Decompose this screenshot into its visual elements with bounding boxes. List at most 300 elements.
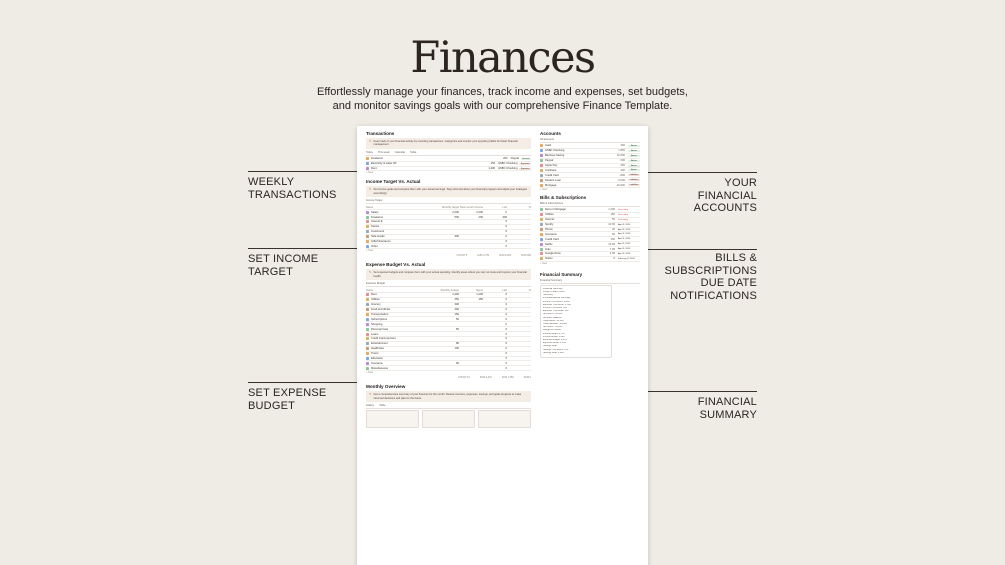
bill-due-date: Due today bbox=[618, 208, 628, 211]
category-icon bbox=[366, 337, 369, 340]
calc-value: COUNT 8 bbox=[456, 254, 468, 258]
gallery-card[interactable] bbox=[366, 410, 419, 428]
callout-text: Set expense budgets and compare them with your actual spending. Identify areas where you can cut costs and improve your financial health. bbox=[373, 271, 527, 278]
bill-due-date: Due today bbox=[618, 218, 628, 221]
column-header: Spent bbox=[475, 288, 483, 292]
column-header: Name bbox=[366, 205, 374, 209]
summary-line: Expense This Week: 150 bbox=[543, 310, 569, 313]
financial-summary-card bbox=[540, 285, 612, 358]
expense-left: 0 bbox=[505, 308, 507, 312]
bill-due-date: April 5, 2024 bbox=[618, 228, 631, 231]
expense-name: Transportation bbox=[371, 313, 389, 317]
expense-name: Personal Care bbox=[371, 327, 389, 331]
expense-name: Loans bbox=[371, 332, 379, 336]
account-icon bbox=[540, 174, 543, 177]
account-balance: -5,000 bbox=[617, 178, 625, 182]
summary-line: Savings Goal bbox=[543, 345, 557, 348]
expense-budget: 250 bbox=[454, 298, 459, 302]
category-icon bbox=[366, 318, 369, 321]
income-name: Stocks bbox=[371, 225, 380, 229]
category-icon bbox=[366, 313, 369, 316]
column-header: % bbox=[528, 288, 531, 292]
callout-line bbox=[248, 382, 366, 383]
account-status: Active bbox=[628, 160, 640, 162]
account-name: HSBC Checking bbox=[545, 149, 565, 153]
category-icon bbox=[366, 293, 369, 296]
template-preview bbox=[357, 126, 648, 565]
transactions-title: Transactions bbox=[366, 131, 395, 136]
expense-left: 0 bbox=[505, 327, 507, 331]
transaction-account: HSBC Checking bbox=[498, 167, 518, 171]
income-name: Other bbox=[371, 244, 378, 248]
account-status: Liabilities bbox=[629, 179, 639, 182]
callout-text: FINANCIAL bbox=[697, 189, 757, 202]
bill-icon bbox=[540, 248, 543, 251]
category-icon bbox=[366, 211, 369, 214]
subtitle-line-2: and monitor savings goals with our comprehensive Finance Template. bbox=[332, 99, 673, 112]
page-title: Finances bbox=[410, 33, 595, 83]
tab-table[interactable]: Table bbox=[379, 404, 386, 408]
category-icon bbox=[366, 328, 369, 331]
expense-name: Grocery bbox=[371, 303, 381, 307]
income-target: 2,000 bbox=[452, 210, 459, 214]
callout-text: BILLS & bbox=[715, 252, 757, 264]
expense-budget: 150 bbox=[454, 313, 459, 317]
calc-value: SUM 1,350 bbox=[501, 376, 514, 380]
account-icon bbox=[540, 184, 543, 187]
transaction-amount: 1,200 bbox=[488, 167, 496, 171]
callout-line bbox=[248, 171, 366, 172]
expense-name: Subscriptions bbox=[371, 317, 388, 321]
transaction-icon bbox=[366, 167, 369, 170]
calc-value: SUM 2,470 bbox=[479, 376, 492, 380]
account-status: Active bbox=[628, 145, 640, 147]
account-icon bbox=[540, 159, 543, 162]
transaction-type-tag: Income bbox=[522, 157, 530, 160]
pin-icon: ✎ bbox=[369, 392, 372, 397]
summary-line: Expense Actual: 1,350 bbox=[543, 342, 566, 345]
expense-left: 0 bbox=[505, 357, 507, 361]
calc-value: SUM 0 bbox=[523, 376, 531, 380]
income-left: 300 bbox=[502, 215, 507, 219]
account-name: Mortgage bbox=[545, 183, 557, 187]
column-header: Total month income bbox=[459, 205, 483, 209]
category-icon bbox=[366, 347, 369, 350]
account-icon bbox=[540, 169, 543, 172]
bill-amount: 10.99 bbox=[608, 223, 615, 227]
expense-tabs bbox=[366, 282, 531, 287]
category-icon bbox=[366, 240, 369, 243]
bill-due-date: April 5, 2024 bbox=[618, 248, 631, 251]
new-button[interactable]: + New bbox=[366, 249, 374, 253]
accounts-list bbox=[540, 144, 640, 188]
summary-line: Friday, 8 March 2024 bbox=[543, 291, 565, 294]
column-header: Monthly target bbox=[441, 205, 459, 209]
account-balance: 300 bbox=[620, 144, 625, 148]
expense-name: Entertainment bbox=[371, 342, 388, 346]
tab-all-accounts[interactable]: All accounts bbox=[540, 138, 554, 141]
column-header: Name bbox=[366, 288, 374, 292]
bill-due-date: April 5, 2024 bbox=[618, 223, 631, 226]
bill-name: Notion bbox=[545, 257, 553, 261]
transaction-account: Paypal bbox=[510, 157, 519, 161]
income-actual: 2,000 bbox=[476, 210, 483, 214]
account-status: Active bbox=[628, 165, 640, 167]
account-balance: -20,000 bbox=[615, 183, 625, 187]
bill-icon bbox=[540, 233, 543, 236]
income-target: 300 bbox=[454, 235, 459, 239]
account-status: Liabilities bbox=[629, 184, 639, 187]
account-name: Paypal bbox=[545, 159, 554, 163]
bills-list bbox=[540, 208, 640, 262]
transaction-icon bbox=[366, 162, 369, 165]
summary-line: Expense Budget: 2,470 bbox=[543, 339, 567, 342]
bill-due-date: April 5, 2024 bbox=[618, 233, 631, 236]
gallery-card[interactable] bbox=[422, 410, 475, 428]
bill-amount: 1,200 bbox=[608, 208, 615, 212]
expense-name: Travel bbox=[371, 352, 379, 356]
summary-line: Savings Goal: 1,000 bbox=[543, 351, 564, 354]
account-balance: 400 bbox=[620, 168, 625, 172]
tab-income-target[interactable]: Income Target bbox=[366, 199, 383, 203]
expense-spent: 150 bbox=[478, 298, 483, 302]
expense-title: Expense Budget Vs. Actual bbox=[366, 262, 426, 268]
income-left: 0 bbox=[505, 230, 507, 234]
transaction-name: Rent bbox=[371, 167, 377, 171]
bill-icon bbox=[540, 243, 543, 246]
bill-amount: 40 bbox=[612, 228, 615, 232]
account-name: Coinbase bbox=[545, 168, 557, 172]
expense-budget: 80 bbox=[456, 342, 459, 346]
tab-financial-summary[interactable]: Financial Summary bbox=[540, 278, 563, 282]
account-name: Credit Card bbox=[545, 173, 559, 177]
expense-callout bbox=[366, 269, 531, 280]
expense-budget: 200 bbox=[454, 308, 459, 312]
column-header: Left bbox=[502, 205, 507, 209]
expense-name: Rent bbox=[371, 293, 377, 297]
callout-line bbox=[644, 172, 757, 173]
calculation-row bbox=[366, 375, 531, 380]
account-status: Active bbox=[628, 150, 640, 152]
summary-line: Income This Week: 200 bbox=[543, 307, 568, 310]
account-name: Barclays Saving bbox=[545, 154, 565, 158]
callout-text: ACCOUNTS bbox=[693, 202, 757, 214]
callout-set-income-target bbox=[248, 253, 318, 278]
expense-budget: 100 bbox=[454, 347, 459, 351]
tab-this-week[interactable]: This week bbox=[377, 150, 390, 154]
callout-set-expense-budget bbox=[248, 387, 326, 412]
tab-table[interactable]: Table bbox=[410, 150, 417, 154]
callout-text: Set income goals and compare them with your actual earnings. Stay informed about your financial progress and adjust your strategies accordingly. bbox=[373, 188, 528, 195]
account-status: Active bbox=[628, 155, 640, 157]
bill-name: Phone bbox=[545, 228, 553, 232]
category-icon bbox=[366, 352, 369, 355]
transactions-callout bbox=[366, 138, 531, 149]
pin-icon: ✎ bbox=[369, 187, 372, 192]
calc-value: SUM 2,200 bbox=[499, 254, 512, 258]
bill-name: Internet bbox=[545, 218, 555, 222]
category-icon bbox=[366, 323, 369, 326]
summary-line: Expense This Month: 1,350 bbox=[543, 303, 571, 306]
callout-text: TRANSACTIONS bbox=[248, 188, 337, 201]
callout-your-financial-accounts bbox=[694, 177, 757, 215]
account-status: Liabilities bbox=[629, 174, 639, 177]
calculation-row bbox=[366, 253, 531, 258]
callout-text: TARGET bbox=[248, 265, 293, 278]
category-icon bbox=[366, 362, 369, 365]
pin-icon: ✎ bbox=[369, 139, 372, 143]
income-left: 0 bbox=[505, 225, 507, 229]
expense-budget: 1,200 bbox=[452, 293, 459, 297]
summary-line: Summary bbox=[543, 294, 553, 297]
bill-icon bbox=[540, 208, 543, 211]
bill-amount: 7.99 bbox=[609, 247, 615, 251]
bill-amount: 8 bbox=[613, 257, 615, 261]
column-header: % bbox=[528, 205, 531, 209]
summary-tabs bbox=[540, 279, 640, 284]
bill-name: Netflix bbox=[545, 242, 553, 246]
category-icon bbox=[366, 367, 369, 370]
transaction-account: HSBC Checking bbox=[498, 162, 518, 166]
transaction-icon bbox=[366, 157, 369, 160]
bill-name: Insurance bbox=[545, 232, 557, 236]
income-tabs bbox=[366, 199, 531, 204]
subtitle-line-1: Effortlessly manage your finances, track income and expenses, set budgets, bbox=[317, 86, 688, 98]
expense-left: 0 bbox=[505, 322, 507, 326]
income-left: 0 bbox=[505, 220, 507, 224]
accounts-tabs bbox=[540, 138, 640, 143]
bill-name: Utilities bbox=[545, 213, 554, 217]
tab-gallery[interactable]: Gallery bbox=[366, 404, 375, 408]
callout-text: Keep track of your financial activity by recording transactions. Categorize and monitor your spending habits for better financial management. bbox=[373, 140, 518, 147]
bill-icon bbox=[540, 213, 543, 216]
summary-line: Accounts Balance bbox=[543, 316, 562, 319]
callout-bills-subscriptions bbox=[665, 252, 757, 302]
callout-text: DUE DATE bbox=[700, 277, 757, 289]
expense-name: Miscellaneous bbox=[371, 366, 389, 370]
category-icon bbox=[366, 230, 369, 233]
bill-name: Spotify bbox=[545, 223, 554, 227]
bill-amount: 2.99 bbox=[609, 252, 615, 256]
bill-amount: 150 bbox=[610, 213, 615, 217]
bill-due-date: April 5, 2024 bbox=[618, 238, 631, 241]
summary-line: Total Assets: 13,500 bbox=[543, 319, 564, 322]
expense-name: Healthcare bbox=[371, 347, 384, 351]
expense-budget: 50 bbox=[456, 327, 459, 331]
expense-left: 0 bbox=[505, 317, 507, 321]
summary-line: Total Liabilities: -25,800 bbox=[543, 323, 568, 326]
callout-line bbox=[644, 249, 757, 250]
bill-icon bbox=[540, 252, 543, 255]
expense-left: 0 bbox=[505, 342, 507, 346]
income-left: 0 bbox=[505, 210, 507, 214]
category-icon bbox=[366, 308, 369, 311]
transaction-name: Freelance bbox=[371, 157, 383, 161]
bill-icon bbox=[540, 223, 543, 226]
category-icon bbox=[366, 342, 369, 345]
accounts-title: Accounts bbox=[540, 131, 561, 136]
bills-title: Bills & Subscriptions bbox=[540, 195, 587, 201]
column-header: Left bbox=[502, 288, 507, 292]
bill-due-date: April 5, 2024 bbox=[618, 243, 631, 246]
callout-text: SUBSCRIPTIONS bbox=[664, 264, 757, 277]
tab-expense-budget[interactable]: Expense Budget bbox=[366, 282, 386, 286]
transaction-amount: 150 bbox=[490, 162, 496, 166]
bill-icon bbox=[540, 238, 543, 241]
tab-calendar[interactable]: Calendar bbox=[394, 150, 406, 154]
bill-name: Google Drive bbox=[545, 252, 561, 256]
monthly-callout bbox=[366, 391, 531, 402]
account-name: Student Loan bbox=[545, 178, 561, 182]
account-name: Cash bbox=[545, 144, 552, 148]
transaction-name: Electricity & water bill bbox=[371, 162, 397, 166]
callout-text: NOTIFICATIONS bbox=[670, 289, 757, 302]
income-table bbox=[366, 210, 531, 249]
account-icon bbox=[540, 164, 543, 167]
category-icon bbox=[366, 225, 369, 228]
summary-line: Income Actual: 2,200 bbox=[543, 335, 565, 338]
summary-line: Budget vs. Actual bbox=[543, 329, 561, 332]
callout-text: BUDGET bbox=[248, 399, 296, 412]
expense-name: Shopping bbox=[371, 322, 383, 326]
transaction-type-tag: Expense bbox=[520, 167, 530, 170]
bill-amount: 15.99 bbox=[608, 242, 615, 246]
expense-left: 0 bbox=[505, 313, 507, 317]
income-name: Gifts/Inheritance bbox=[371, 239, 391, 243]
bill-icon bbox=[540, 218, 543, 221]
summary-line: Financial Summary bbox=[543, 287, 563, 290]
expense-left: 0 bbox=[505, 303, 507, 307]
account-balance: 10,000 bbox=[616, 154, 625, 158]
expense-name: Food and drinks bbox=[371, 308, 391, 312]
bill-amount: 50 bbox=[612, 218, 615, 222]
expense-left: 0 bbox=[505, 361, 507, 365]
summary-line: Net Worth: -12,300 bbox=[543, 326, 563, 329]
new-button[interactable]: + New bbox=[540, 261, 548, 265]
income-callout bbox=[366, 186, 531, 197]
income-name: Side Hustle bbox=[371, 235, 385, 239]
expense-left: 0 bbox=[505, 366, 507, 370]
monthly-gallery bbox=[366, 410, 531, 428]
income-target: 500 bbox=[454, 215, 459, 219]
bill-due-date: February 8, 2024 bbox=[618, 257, 635, 260]
new-button[interactable]: + New bbox=[540, 188, 548, 192]
account-balance: 350 bbox=[620, 164, 625, 167]
account-balance: -800 bbox=[619, 173, 625, 177]
income-left: 0 bbox=[505, 244, 507, 248]
expense-name: Utilities bbox=[371, 298, 380, 302]
new-button[interactable]: + New bbox=[366, 171, 374, 175]
income-name: Freelance bbox=[371, 215, 383, 219]
callout-financial-summary bbox=[698, 396, 757, 421]
expense-left: 0 bbox=[505, 352, 507, 356]
callout-text: SUMMARY bbox=[699, 408, 757, 421]
category-icon bbox=[366, 220, 369, 223]
column-header: Monthly budget bbox=[440, 288, 459, 292]
tab-today[interactable]: Today bbox=[366, 150, 373, 154]
calc-value: SUM 2,750 bbox=[477, 254, 490, 258]
account-icon bbox=[540, 154, 543, 157]
expense-table bbox=[366, 293, 531, 371]
callout-text: Get a comprehensive summary of your finances for the month. Review incomes, expenses, savings, and goals progress to make informed decisions and plan for the future. bbox=[373, 393, 522, 400]
category-icon bbox=[366, 216, 369, 219]
summary-line: Income This Month: 2,200 bbox=[543, 300, 570, 303]
income-left: 0 bbox=[505, 235, 507, 239]
expense-budget: 50 bbox=[456, 317, 459, 321]
page-subtitle bbox=[0, 86, 1005, 113]
callout-weekly-transactions bbox=[248, 176, 337, 201]
callout-text: YOUR bbox=[724, 177, 757, 189]
calc-value: COUNT 16 bbox=[457, 376, 470, 380]
account-name: Apple Pay bbox=[545, 164, 558, 167]
summary-line: Net Worth: -12,300 bbox=[543, 313, 563, 316]
right-column bbox=[540, 129, 640, 358]
callout-text: SET EXPENSE bbox=[248, 387, 327, 399]
account-status: Active bbox=[628, 169, 640, 171]
expense-name: Credit Card payment bbox=[371, 337, 396, 341]
expense-left: 0 bbox=[505, 337, 507, 341]
category-icon bbox=[366, 357, 369, 360]
account-balance: 1,850 bbox=[618, 149, 625, 153]
bill-name: Credit Card bbox=[545, 237, 559, 241]
expense-left: 0 bbox=[505, 293, 507, 297]
callout-line bbox=[248, 248, 366, 249]
income-actual: 200 bbox=[478, 215, 483, 219]
account-icon bbox=[540, 144, 543, 147]
bills-tabs bbox=[540, 202, 640, 207]
bill-icon bbox=[540, 257, 543, 260]
expense-left: 0 bbox=[505, 332, 507, 336]
category-icon bbox=[366, 333, 369, 336]
transactions-tabs bbox=[366, 151, 531, 156]
tab-bills[interactable]: Bills & subscriptions bbox=[540, 202, 564, 206]
category-icon bbox=[366, 245, 369, 248]
gallery-card[interactable] bbox=[478, 410, 531, 428]
expense-budget: 90 bbox=[456, 361, 459, 365]
category-icon bbox=[366, 235, 369, 238]
income-title: Income Target Vs. Actual bbox=[366, 179, 421, 185]
monthly-title: Monthly Overview bbox=[366, 384, 406, 390]
expense-name: Education bbox=[371, 357, 383, 361]
summary-title: Financial Summary bbox=[540, 271, 583, 277]
income-left: 0 bbox=[505, 239, 507, 243]
summary-line: Income/Expense Summary bbox=[543, 297, 571, 300]
expense-budget: 300 bbox=[454, 303, 459, 307]
bill-name: Rent or Mortgage bbox=[545, 208, 566, 212]
expense-left: 0 bbox=[505, 347, 507, 351]
callout-text: SET INCOME bbox=[248, 253, 319, 265]
summary-line: Income Target: 2,750 bbox=[543, 332, 565, 335]
bill-due-date: April 5, 2024 bbox=[618, 252, 631, 255]
transaction-amount: 200 bbox=[503, 157, 508, 161]
account-balance: 600 bbox=[620, 159, 625, 163]
monthly-tabs bbox=[366, 404, 531, 409]
account-icon bbox=[540, 179, 543, 182]
callout-line bbox=[644, 391, 757, 392]
left-column bbox=[366, 129, 531, 428]
transactions-list bbox=[366, 157, 531, 172]
summary-line: Savings This Month: 850 bbox=[543, 348, 569, 351]
income-name: Interest $ bbox=[371, 220, 383, 224]
calc-value: SUM 300 bbox=[521, 254, 531, 258]
bill-due-date: Due today bbox=[618, 213, 628, 216]
bill-amount: 90 bbox=[612, 232, 615, 236]
expense-spent: 1,200 bbox=[476, 293, 483, 297]
new-button[interactable]: + New bbox=[366, 371, 374, 375]
income-name: Investment bbox=[371, 230, 385, 234]
bill-amount: 150 bbox=[610, 237, 615, 241]
pin-icon: ✎ bbox=[369, 270, 372, 275]
